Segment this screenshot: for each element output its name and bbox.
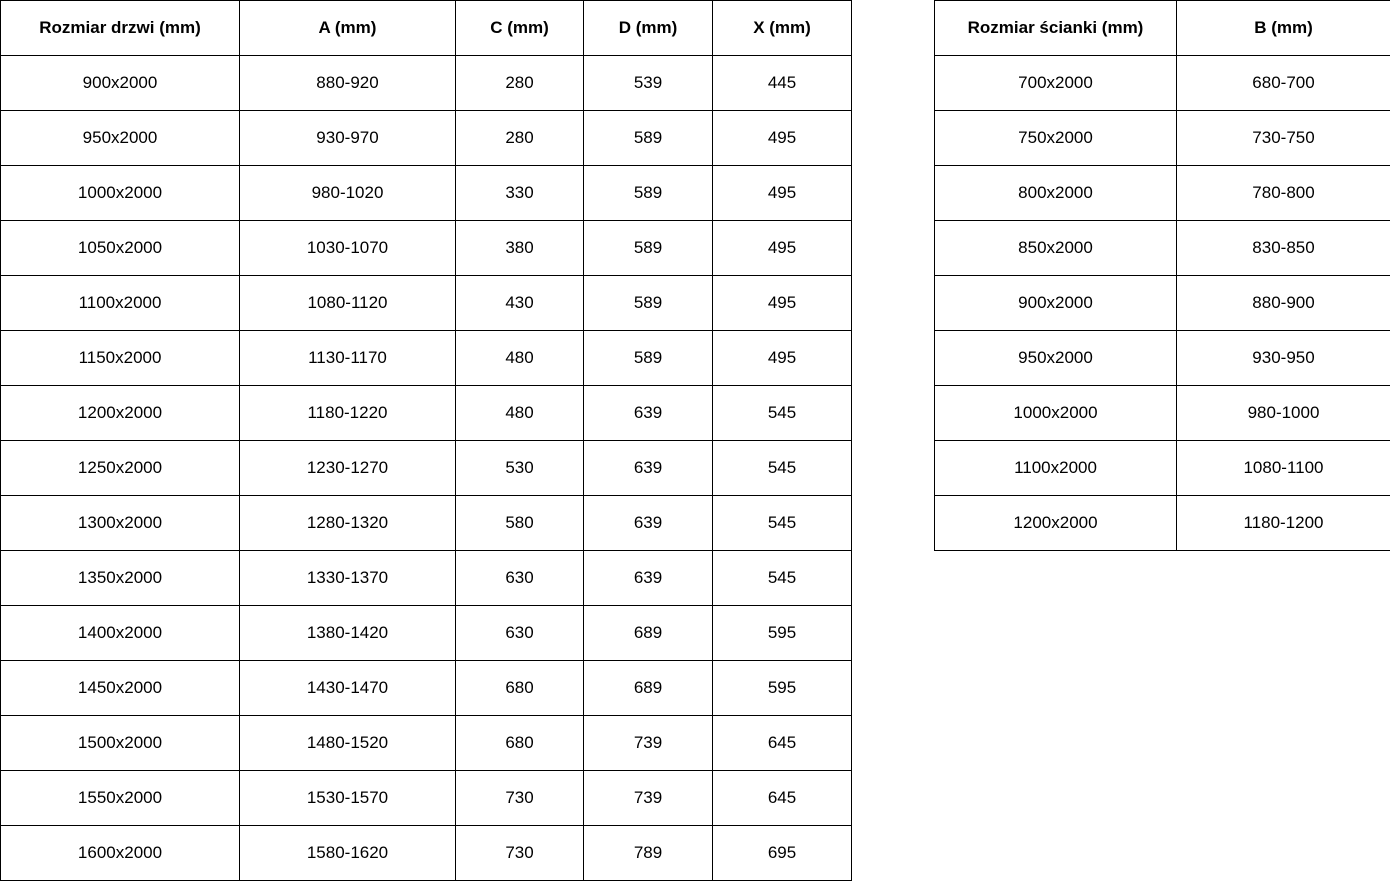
- cell-door-size: 1600x2000: [1, 826, 240, 881]
- cell-x: 695: [713, 826, 852, 881]
- cell-d: 689: [584, 606, 713, 661]
- cell-c: 280: [456, 111, 584, 166]
- cell-wall-size: 900x2000: [935, 276, 1177, 331]
- cell-b: 1080-1100: [1177, 441, 1390, 496]
- cell-d: 539: [584, 56, 713, 111]
- cell-wall-size: 950x2000: [935, 331, 1177, 386]
- cell-d: 739: [584, 771, 713, 826]
- column-header-a: A (mm): [240, 1, 456, 56]
- cell-d: 639: [584, 386, 713, 441]
- cell-c: 280: [456, 56, 584, 111]
- cell-wall-size: 1100x2000: [935, 441, 1177, 496]
- cell-x: 645: [713, 771, 852, 826]
- cell-b: 730-750: [1177, 111, 1390, 166]
- cell-d: 639: [584, 551, 713, 606]
- cell-x: 495: [713, 276, 852, 331]
- table-row: [935, 386, 1390, 441]
- cell-c: 680: [456, 661, 584, 716]
- cell-x: 545: [713, 496, 852, 551]
- cell-x: 545: [713, 386, 852, 441]
- cell-b: 930-950: [1177, 331, 1390, 386]
- cell-x: 495: [713, 111, 852, 166]
- cell-x: 595: [713, 606, 852, 661]
- table-row: [1, 111, 852, 166]
- cell-d: 639: [584, 441, 713, 496]
- cell-c: 580: [456, 496, 584, 551]
- cell-door-size: 1350x2000: [1, 551, 240, 606]
- table-row: [1, 551, 852, 606]
- cell-a: 1280-1320: [240, 496, 456, 551]
- column-header-wall-size: Rozmiar ścianki (mm): [935, 1, 1177, 56]
- column-header-c: C (mm): [456, 1, 584, 56]
- cell-door-size: 1250x2000: [1, 441, 240, 496]
- table-row: [1, 661, 852, 716]
- column-header-door-size: Rozmiar drzwi (mm): [1, 1, 240, 56]
- cell-b: 830-850: [1177, 221, 1390, 276]
- cell-a: 1030-1070: [240, 221, 456, 276]
- table-row: [1, 496, 852, 551]
- table-row: [1, 771, 852, 826]
- cell-d: 589: [584, 166, 713, 221]
- table-row: [1, 826, 852, 881]
- cell-d: 689: [584, 661, 713, 716]
- cell-door-size: 1450x2000: [1, 661, 240, 716]
- cell-door-size: 950x2000: [1, 111, 240, 166]
- table-row: [1, 331, 852, 386]
- cell-d: 639: [584, 496, 713, 551]
- cell-a: 1380-1420: [240, 606, 456, 661]
- cell-c: 730: [456, 826, 584, 881]
- cell-b: 780-800: [1177, 166, 1390, 221]
- table-header-row: [1, 1, 852, 56]
- table-row: [1, 276, 852, 331]
- table-row: [935, 111, 1390, 166]
- cell-door-size: 1400x2000: [1, 606, 240, 661]
- cell-d: 589: [584, 221, 713, 276]
- cell-c: 330: [456, 166, 584, 221]
- cell-x: 495: [713, 331, 852, 386]
- table-row: [1, 441, 852, 496]
- cell-d: 589: [584, 276, 713, 331]
- cell-a: 1080-1120: [240, 276, 456, 331]
- cell-door-size: 1050x2000: [1, 221, 240, 276]
- cell-x: 545: [713, 441, 852, 496]
- cell-c: 530: [456, 441, 584, 496]
- table-row: [1, 56, 852, 111]
- cell-b: 1180-1200: [1177, 496, 1390, 551]
- cell-a: 1480-1520: [240, 716, 456, 771]
- cell-d: 739: [584, 716, 713, 771]
- table-row: [1, 386, 852, 441]
- column-header-d: D (mm): [584, 1, 713, 56]
- cell-c: 730: [456, 771, 584, 826]
- cell-door-size: 1200x2000: [1, 386, 240, 441]
- cell-x: 445: [713, 56, 852, 111]
- cell-a: 880-920: [240, 56, 456, 111]
- cell-door-size: 900x2000: [1, 56, 240, 111]
- cell-c: 430: [456, 276, 584, 331]
- table-row: [1, 606, 852, 661]
- cell-x: 545: [713, 551, 852, 606]
- cell-c: 480: [456, 331, 584, 386]
- cell-door-size: 1550x2000: [1, 771, 240, 826]
- cell-x: 595: [713, 661, 852, 716]
- cell-d: 589: [584, 111, 713, 166]
- cell-c: 630: [456, 606, 584, 661]
- cell-a: 1180-1220: [240, 386, 456, 441]
- cell-c: 380: [456, 221, 584, 276]
- table-row: [935, 221, 1390, 276]
- table-row: [935, 496, 1390, 551]
- cell-x: 495: [713, 221, 852, 276]
- cell-door-size: 1000x2000: [1, 166, 240, 221]
- cell-a: 1330-1370: [240, 551, 456, 606]
- column-header-x: X (mm): [713, 1, 852, 56]
- cell-a: 1430-1470: [240, 661, 456, 716]
- cell-wall-size: 700x2000: [935, 56, 1177, 111]
- column-header-b: B (mm): [1177, 1, 1390, 56]
- cell-b: 880-900: [1177, 276, 1390, 331]
- cell-d: 589: [584, 331, 713, 386]
- cell-b: 980-1000: [1177, 386, 1390, 441]
- table-row: [1, 221, 852, 276]
- cell-wall-size: 1200x2000: [935, 496, 1177, 551]
- cell-x: 645: [713, 716, 852, 771]
- cell-a: 930-970: [240, 111, 456, 166]
- cell-wall-size: 750x2000: [935, 111, 1177, 166]
- table-row: [935, 441, 1390, 496]
- table-row: [935, 56, 1390, 111]
- cell-wall-size: 1000x2000: [935, 386, 1177, 441]
- table-header-row: [935, 1, 1390, 56]
- wall-size-table: [934, 0, 1390, 551]
- table-row: [1, 166, 852, 221]
- cell-x: 495: [713, 166, 852, 221]
- cell-door-size: 1100x2000: [1, 276, 240, 331]
- table-row: [1, 716, 852, 771]
- cell-a: 1580-1620: [240, 826, 456, 881]
- cell-door-size: 1500x2000: [1, 716, 240, 771]
- cell-c: 480: [456, 386, 584, 441]
- cell-wall-size: 850x2000: [935, 221, 1177, 276]
- cell-a: 980-1020: [240, 166, 456, 221]
- cell-c: 630: [456, 551, 584, 606]
- cell-door-size: 1300x2000: [1, 496, 240, 551]
- cell-b: 680-700: [1177, 56, 1390, 111]
- cell-door-size: 1150x2000: [1, 331, 240, 386]
- cell-c: 680: [456, 716, 584, 771]
- table-row: [935, 276, 1390, 331]
- cell-a: 1530-1570: [240, 771, 456, 826]
- cell-a: 1130-1170: [240, 331, 456, 386]
- cell-d: 789: [584, 826, 713, 881]
- cell-a: 1230-1270: [240, 441, 456, 496]
- table-row: [935, 331, 1390, 386]
- cell-wall-size: 800x2000: [935, 166, 1177, 221]
- table-row: [935, 166, 1390, 221]
